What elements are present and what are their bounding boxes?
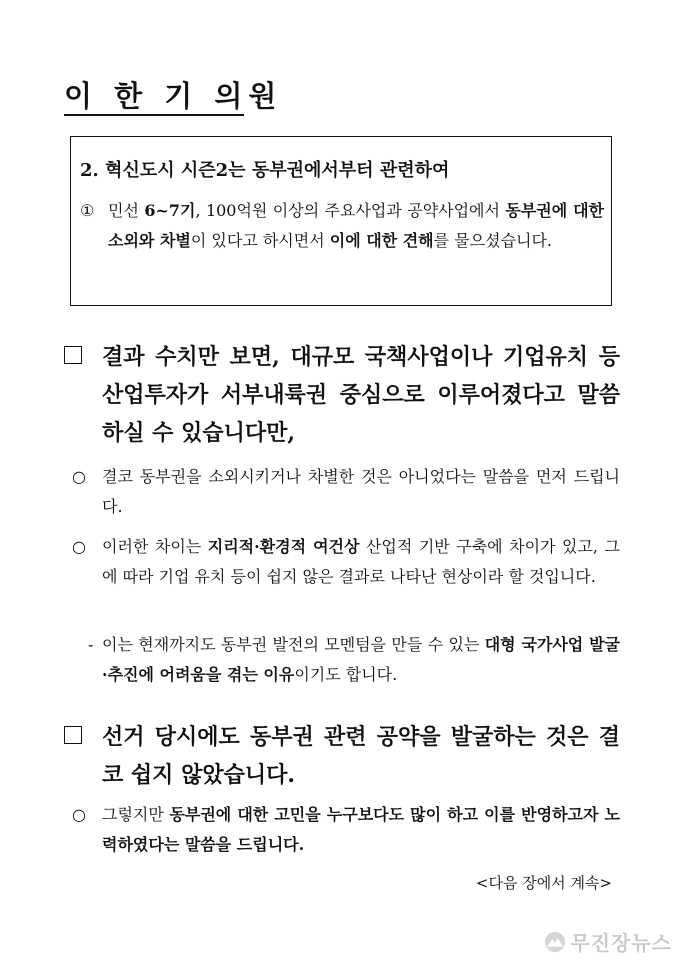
bold-text-run: 6~7기 (144, 201, 196, 220)
point-text (72, 462, 620, 522)
section-1-heading (64, 338, 620, 452)
bold-text-run: 동부권에 대한 고민을 누구보다도 많이 하고 이를 반영하고자 노력하였다는 말씀을 드립니다. (102, 805, 620, 854)
continuation-note: <다음 장에서 계속> (475, 874, 612, 892)
circle-bullet-icon: ○ (72, 537, 86, 556)
text-run: 이는 현재까지도 동부권 발전의 모멘텀을 만들 수 있는 (102, 635, 485, 654)
circled-number-one: ① (80, 201, 95, 220)
checkbox-square-icon (64, 726, 82, 744)
text-run: 를 물으셨습니다. (433, 231, 553, 250)
circle-bullet-icon: ○ (72, 467, 86, 486)
question-heading: 2. 혁신도시 시즌2는 동부권에서부터 관련하여 (80, 160, 450, 181)
mountain-logo-icon (544, 931, 566, 953)
section-1-point-1 (72, 462, 620, 522)
section-2-heading (64, 718, 620, 794)
text-run: 이 있다고 하시면서 (190, 231, 330, 250)
question-body (80, 196, 604, 256)
bold-text-run: 이에 대한 견해 (329, 231, 434, 250)
bold-text-run: 동부권에 대한 소외와 차별 (108, 201, 604, 250)
point-text (72, 532, 620, 592)
section-1-subpoint (88, 630, 620, 690)
bold-text-run: 대형 국가사업 발굴·추진에 어려움을 겪는 이유 (102, 635, 620, 684)
watermark-text: 무진장뉴스 (570, 931, 672, 955)
section-1-text: 결과 수치만 보면, 대규모 국책사업이나 기업유치 등 산업투자가 서부내륙권 중심으로 이루어졌다고 말씀하실 수 있습니다만, (102, 344, 620, 446)
bold-text-run: 지리적·환경적 여건상 (207, 537, 360, 556)
watermark (544, 927, 672, 956)
text-run: 민선 (108, 201, 145, 220)
text-run: 결코 동부권을 소외시키거나 차별한 것은 아니었다는 말씀을 먼저 드립니다. (102, 467, 620, 516)
checkbox-square-icon (64, 346, 82, 364)
text-run: 이기도 합니다. (294, 665, 398, 684)
subpoint-text (88, 630, 620, 690)
page-title: 이 한 기 의원 (64, 79, 283, 113)
text-run: , 100억원 이상의 주요사업과 공약사업에서 (195, 201, 506, 220)
question-text (80, 196, 604, 256)
title-underline (64, 114, 244, 116)
section-1-point-2 (72, 532, 620, 592)
text-run: 이러한 차이는 (102, 537, 208, 556)
text-run: 그렇지만 (102, 805, 170, 824)
circle-bullet-icon: ○ (72, 805, 86, 824)
point-text (72, 800, 620, 860)
section-2-text: 선거 당시에도 동부권 관련 공약을 발굴하는 것은 결코 쉽지 않았습니다. (102, 724, 620, 788)
text-run: 산업적 기반 구축에 차이가 있고, 그에 따라 기업 유치 등이 쉽지 않은 결과로 나타난 현상이라 할 것입니다. (102, 537, 620, 586)
section-2-point-1 (72, 800, 620, 860)
dash-bullet: - (88, 635, 94, 654)
